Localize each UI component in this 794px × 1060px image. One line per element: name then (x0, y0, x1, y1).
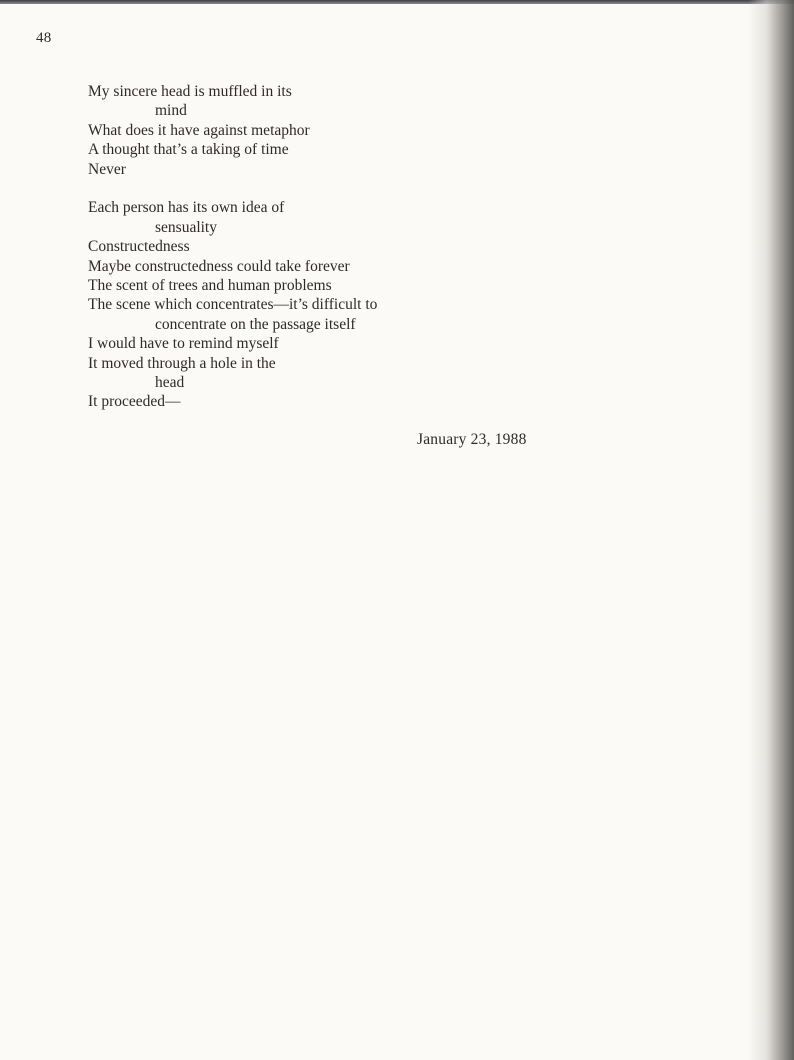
poem-line: The scent of trees and human problems (88, 277, 332, 295)
poem-line: It proceeded— (88, 393, 181, 411)
poem-line: Maybe constructedness could take forever (88, 257, 350, 275)
poem-line: It moved through a hole in the (88, 354, 276, 372)
poem-line: Never (88, 160, 126, 178)
poem-line-indented: concentrate on the passage itself (155, 315, 356, 333)
poem-date: January 23, 1988 (417, 431, 527, 448)
poem-line: Each person has its own idea of (88, 199, 285, 217)
stanza-1 (88, 82, 468, 179)
poem-line: Constructedness (88, 238, 190, 256)
poem-line: What does it have against metaphor (88, 121, 310, 139)
stanza-break (88, 179, 468, 198)
page-top-edge (0, 0, 794, 4)
poem-line: I would have to remind myself (88, 335, 279, 353)
stanza-2 (88, 198, 468, 411)
poem-line: The scene which concentrates—it’s difficult to (88, 296, 378, 314)
poem-line-indented: sensuality (155, 218, 217, 236)
poem-line-indented: head (155, 374, 185, 392)
poem-line-indented: mind (155, 102, 187, 120)
book-spine-shadow (748, 0, 794, 1060)
poem-line: A thought that’s a taking of time (88, 141, 289, 159)
page-number: 48 (36, 30, 52, 46)
poem-line: My sincere head is muffled in its (88, 83, 292, 100)
poem (88, 82, 468, 412)
